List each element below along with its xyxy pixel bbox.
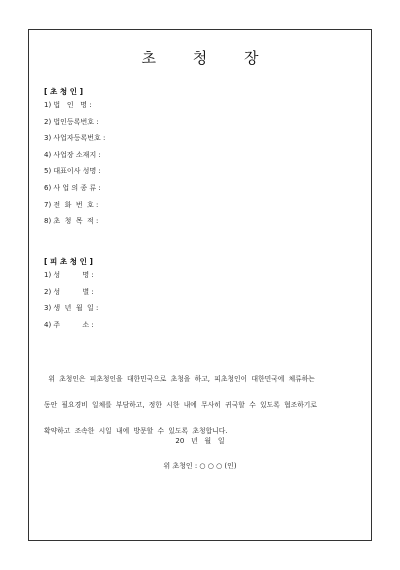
inviter-field-business-registration-number: 3) 사업자등록번호 :	[44, 134, 106, 143]
invitee-field-address: 4) 주 소 :	[44, 320, 94, 329]
invitation-document	[28, 29, 372, 541]
invitee-header: [ 피 초 청 인 ]	[44, 257, 93, 266]
inviter-field-corporate-name: 1) 법 인 명 :	[44, 101, 92, 109]
inviter-field-business-type: 6) 사 업 의 종 류 :	[44, 183, 101, 192]
invitee-field-name: 1) 성 명 :	[44, 271, 94, 279]
invitation-statement	[44, 366, 364, 444]
inviter-field-ceo-name: 5) 대표이사 성명 :	[44, 167, 101, 176]
statement-line: 확약하고 조속한 시일 내에 방문할 수 있도록 초청합니다.	[44, 427, 228, 435]
inviter-field-business-address: 4) 사업장 소재지 :	[44, 150, 101, 159]
statement-line: 위 초청인은 피초청인을 대한민국으로 초청을 하고, 피초청인이 대한민국에 체류하는	[44, 375, 315, 383]
inviter-field-phone-number: 7) 전 화 번 호 :	[44, 200, 99, 209]
inviter-field-invitation-purpose: 8) 초 청 목 적 :	[44, 217, 99, 226]
invitee-section	[44, 256, 98, 333]
invitee-field-gender: 2) 성 별 :	[44, 287, 94, 296]
signature-line: 위 초청인 : ○ ○ ○ (인)	[163, 462, 237, 470]
date-line: 20 년 월 일	[175, 437, 225, 445]
inviter-header: [ 초 청 인 ]	[44, 87, 84, 96]
document-title: 초 청 장	[141, 49, 275, 67]
inviter-field-corporate-registration-number: 2) 법인등록번호 :	[44, 117, 99, 126]
inviter-section	[44, 86, 105, 230]
invitee-field-birth-date: 3) 생 년 월 일 :	[44, 304, 99, 313]
statement-line: 동안 필요경비 일체를 부담하고, 정한 시한 내에 무사히 귀국할 수 있도록 협조하기로	[44, 401, 317, 409]
